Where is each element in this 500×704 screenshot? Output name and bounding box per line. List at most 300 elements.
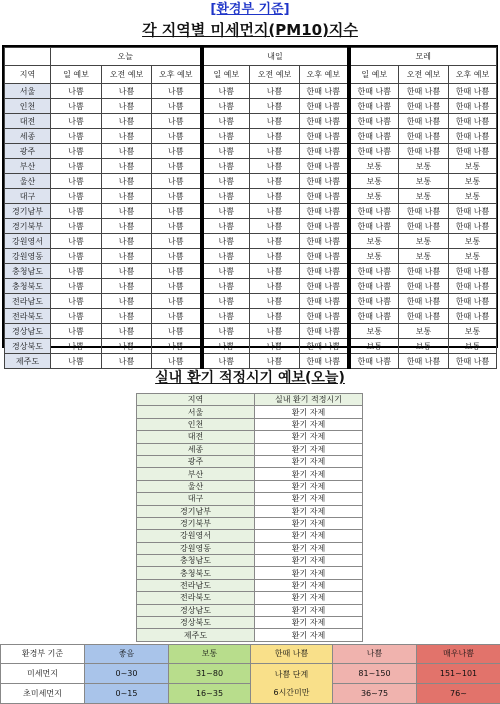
forecast-value-cell: 나쁨 [202, 174, 250, 189]
forecast-value-cell: 한때 나쁨 [300, 189, 349, 204]
ventilation-region-cell: 경상남도 [137, 604, 255, 616]
corner-cell [5, 48, 51, 66]
forecast-value-cell: 한때 나쁨 [300, 249, 349, 264]
forecast-value-cell: 한때 나쁨 [449, 84, 497, 99]
forecast-value-cell: 나쁨 [202, 234, 250, 249]
legend-level-normal: 보통 [169, 645, 251, 664]
legend-pm10-good: 0~30 [85, 664, 169, 684]
sub-header: 일 예보 [202, 66, 250, 84]
forecast-value-cell: 보통 [449, 174, 497, 189]
forecast-value-cell: 나쁨 [202, 264, 250, 279]
ventilation-title: 실내 환기 적정시기 예보(오늘) [155, 370, 345, 386]
forecast-value-cell: 한때 나쁨 [399, 204, 449, 219]
forecast-value-cell: 한때 나쁨 [300, 264, 349, 279]
forecast-value-cell: 한때 나쁨 [349, 264, 399, 279]
forecast-table [4, 47, 497, 369]
forecast-value-cell: 나쁨 [51, 339, 102, 354]
ventilation-row [137, 480, 363, 492]
forecast-value-cell: 한때 나쁨 [449, 279, 497, 294]
forecast-value-cell: 나쁨 [250, 279, 300, 294]
forecast-value-cell: 한때 나쁨 [349, 144, 399, 159]
forecast-row [5, 159, 497, 174]
forecast-value-cell: 나쁨 [250, 234, 300, 249]
forecast-region-cell: 전라북도 [5, 309, 51, 324]
forecast-value-cell: 보통 [349, 159, 399, 174]
ventilation-region-cell: 울산 [137, 480, 255, 492]
forecast-value-cell: 나쁨 [51, 114, 102, 129]
ventilation-value-cell: 환기 자제 [255, 406, 363, 418]
forecast-value-cell: 한때 나쁨 [399, 264, 449, 279]
forecast-region-cell: 세종 [5, 129, 51, 144]
ventilation-region-cell: 광주 [137, 455, 255, 467]
forecast-value-cell: 보통 [399, 249, 449, 264]
forecast-value-cell: 한때 나쁨 [300, 99, 349, 114]
ventilation-region-cell: 강원영동 [137, 542, 255, 554]
forecast-value-cell: 한때 나쁨 [449, 264, 497, 279]
ventilation-region-cell: 인천 [137, 418, 255, 430]
forecast-value-cell: 나쁨 [51, 234, 102, 249]
forecast-value-cell: 나쁨 [250, 204, 300, 219]
forecast-row [5, 339, 497, 354]
forecast-value-cell: 나쁨 [152, 129, 202, 144]
forecast-row [5, 279, 497, 294]
forecast-value-cell: 나쁨 [102, 189, 152, 204]
forecast-value-cell: 한때 나쁨 [399, 84, 449, 99]
forecast-value-cell: 나쁨 [102, 99, 152, 114]
forecast-value-cell: 한때 나쁨 [449, 144, 497, 159]
forecast-value-cell: 한때 나쁨 [399, 114, 449, 129]
ventilation-value-cell: 환기 자제 [255, 555, 363, 567]
forecast-value-cell: 나쁨 [250, 324, 300, 339]
forecast-value-cell: 한때 나쁨 [300, 129, 349, 144]
ventilation-region-cell: 경상북도 [137, 617, 255, 629]
forecast-value-cell: 한때 나쁨 [449, 204, 497, 219]
forecast-value-cell: 나쁨 [102, 204, 152, 219]
ventilation-row [137, 555, 363, 567]
forecast-value-cell: 한때 나쁨 [449, 219, 497, 234]
forecast-value-cell: 한때 나쁨 [399, 144, 449, 159]
forecast-value-cell: 나쁨 [51, 264, 102, 279]
forecast-value-cell: 보통 [449, 159, 497, 174]
forecast-value-cell: 한때 나쁨 [349, 354, 399, 369]
ventilation-region-cell: 충청남도 [137, 555, 255, 567]
forecast-value-cell: 나쁨 [102, 144, 152, 159]
ventilation-value-cell: 환기 자제 [255, 530, 363, 542]
ventilation-value-cell: 환기 자제 [255, 480, 363, 492]
ventilation-value-cell: 환기 자제 [255, 604, 363, 616]
sub-header: 오후 예보 [449, 66, 497, 84]
forecast-value-cell: 한때 나쁨 [399, 354, 449, 369]
forecast-row [5, 84, 497, 99]
forecast-value-cell: 나쁨 [51, 189, 102, 204]
legend-pm25-bad: 36~75 [333, 684, 417, 704]
forecast-value-cell: 한때 나쁨 [300, 174, 349, 189]
legend-pm10-label: 미세먼지 [1, 664, 85, 684]
forecast-value-cell: 한때 나쁨 [349, 279, 399, 294]
forecast-value-cell: 나쁨 [51, 204, 102, 219]
forecast-region-cell: 부산 [5, 159, 51, 174]
forecast-value-cell: 나쁨 [202, 189, 250, 204]
legend-note-line-2: 6시간미만 [273, 687, 310, 697]
ventilation-region-cell: 경기북부 [137, 517, 255, 529]
forecast-value-cell: 한때 나쁨 [449, 99, 497, 114]
forecast-value-cell: 나쁨 [250, 249, 300, 264]
forecast-value-cell: 나쁨 [152, 309, 202, 324]
forecast-value-cell: 나쁨 [51, 279, 102, 294]
forecast-value-cell: 나쁨 [202, 309, 250, 324]
day-header-tomorrow: 내일 [202, 48, 349, 66]
ventilation-region-cell: 세종 [137, 443, 255, 455]
ventilation-value-cell: 환기 자제 [255, 418, 363, 430]
forecast-value-cell: 나쁨 [250, 114, 300, 129]
ventilation-row [137, 468, 363, 480]
forecast-value-cell: 나쁨 [102, 159, 152, 174]
forecast-value-cell: 보통 [449, 249, 497, 264]
forecast-value-cell: 나쁨 [102, 264, 152, 279]
forecast-region-cell: 경상북도 [5, 339, 51, 354]
forecast-value-cell: 나쁨 [51, 99, 102, 114]
ventilation-row [137, 443, 363, 455]
forecast-value-cell: 보통 [449, 339, 497, 354]
forecast-value-cell: 보통 [449, 324, 497, 339]
forecast-region-cell: 경상남도 [5, 324, 51, 339]
forecast-value-cell: 나쁨 [152, 234, 202, 249]
day-header-day-after: 모레 [349, 48, 497, 66]
forecast-value-cell: 나쁨 [102, 129, 152, 144]
forecast-value-cell: 보통 [349, 324, 399, 339]
forecast-value-cell: 한때 나쁨 [349, 294, 399, 309]
forecast-value-cell: 나쁨 [202, 129, 250, 144]
legend-sometimes-bad-note [251, 664, 333, 704]
forecast-value-cell: 나쁨 [202, 84, 250, 99]
forecast-value-cell: 나쁨 [202, 294, 250, 309]
forecast-region-cell: 전라남도 [5, 294, 51, 309]
forecast-value-cell: 나쁨 [51, 354, 102, 369]
forecast-region-cell: 충청남도 [5, 264, 51, 279]
forecast-value-cell: 한때 나쁨 [300, 339, 349, 354]
forecast-value-cell: 나쁨 [202, 204, 250, 219]
forecast-region-cell: 인천 [5, 99, 51, 114]
ventilation-value-cell: 환기 자제 [255, 505, 363, 517]
forecast-value-cell: 나쁨 [152, 279, 202, 294]
forecast-value-cell: 나쁨 [202, 99, 250, 114]
forecast-value-cell: 나쁨 [102, 234, 152, 249]
forecast-value-cell: 보통 [399, 339, 449, 354]
ventilation-row [137, 629, 363, 641]
forecast-value-cell: 한때 나쁨 [449, 114, 497, 129]
forecast-value-cell: 나쁨 [102, 294, 152, 309]
legend-level-very-bad: 매우나쁨 [417, 645, 500, 664]
legend-table [0, 644, 500, 704]
ventilation-value-cell: 환기 자제 [255, 617, 363, 629]
ventilation-table [136, 393, 363, 642]
legend-pm25-good: 0~15 [85, 684, 169, 704]
forecast-value-cell: 나쁨 [102, 339, 152, 354]
forecast-value-cell: 한때 나쁨 [300, 159, 349, 174]
forecast-value-cell: 나쁨 [51, 324, 102, 339]
legend-level-sometimes-bad: 한때 나쁨 [251, 645, 333, 664]
forecast-region-cell: 서울 [5, 84, 51, 99]
forecast-value-cell: 한때 나쁨 [300, 144, 349, 159]
source-label: [환경부 기준] [210, 2, 290, 17]
forecast-value-cell: 나쁨 [250, 339, 300, 354]
forecast-value-cell: 나쁨 [152, 294, 202, 309]
forecast-value-cell: 한때 나쁨 [349, 114, 399, 129]
ventilation-region-cell: 강원영서 [137, 530, 255, 542]
forecast-value-cell: 나쁨 [202, 219, 250, 234]
forecast-row [5, 219, 497, 234]
ventilation-value-cell: 환기 자제 [255, 629, 363, 641]
ventilation-row [137, 455, 363, 467]
legend-pm25-normal: 16~35 [169, 684, 251, 704]
legend-note-line-1: 나쁨 단계 [274, 669, 309, 679]
legend-level-good: 좋음 [85, 645, 169, 664]
ventilation-row [137, 418, 363, 430]
forecast-value-cell: 나쁨 [202, 114, 250, 129]
sub-header: 일 예보 [349, 66, 399, 84]
forecast-value-cell: 한때 나쁨 [300, 114, 349, 129]
forecast-row [5, 324, 497, 339]
legend-pm25-label: 초미세먼지 [1, 684, 85, 704]
forecast-value-cell: 한때 나쁨 [399, 309, 449, 324]
forecast-value-cell: 나쁨 [202, 249, 250, 264]
forecast-value-cell: 보통 [399, 174, 449, 189]
forecast-value-cell: 나쁨 [202, 159, 250, 174]
forecast-value-cell: 한때 나쁨 [349, 84, 399, 99]
sub-header: 오후 예보 [300, 66, 349, 84]
forecast-value-cell: 한때 나쁨 [449, 294, 497, 309]
forecast-value-cell: 나쁨 [51, 294, 102, 309]
day-header-today: 오늘 [51, 48, 202, 66]
forecast-value-cell: 나쁨 [152, 144, 202, 159]
forecast-value-cell: 나쁨 [51, 159, 102, 174]
forecast-value-cell: 나쁨 [202, 324, 250, 339]
ventilation-region-cell: 전라북도 [137, 592, 255, 604]
forecast-value-cell: 보통 [399, 324, 449, 339]
forecast-value-cell: 나쁨 [250, 159, 300, 174]
ventilation-region-cell: 서울 [137, 406, 255, 418]
forecast-value-cell: 한때 나쁨 [300, 354, 349, 369]
ventilation-row [137, 604, 363, 616]
ventilation-row [137, 493, 363, 505]
forecast-value-cell: 나쁨 [102, 279, 152, 294]
legend-pm10-bad: 81~150 [333, 664, 417, 684]
ventilation-row [137, 530, 363, 542]
ventilation-region-cell: 대전 [137, 431, 255, 443]
forecast-value-cell: 나쁨 [250, 294, 300, 309]
forecast-value-cell: 한때 나쁨 [349, 204, 399, 219]
ventilation-value-cell: 환기 자제 [255, 542, 363, 554]
forecast-value-cell: 한때 나쁨 [399, 294, 449, 309]
forecast-row [5, 174, 497, 189]
ventilation-value-cell: 환기 자제 [255, 468, 363, 480]
sub-header: 오전 예보 [399, 66, 449, 84]
ventilation-value-cell: 환기 자제 [255, 431, 363, 443]
forecast-row [5, 234, 497, 249]
forecast-value-cell: 한때 나쁨 [399, 99, 449, 114]
forecast-value-cell: 나쁨 [102, 219, 152, 234]
ventilation-row [137, 567, 363, 579]
forecast-value-cell: 나쁨 [152, 174, 202, 189]
forecast-row [5, 189, 497, 204]
forecast-value-cell: 한때 나쁨 [300, 294, 349, 309]
region-header: 지역 [5, 66, 51, 84]
forecast-value-cell: 한때 나쁨 [300, 309, 349, 324]
ventilation-row [137, 431, 363, 443]
forecast-region-cell: 경기북부 [5, 219, 51, 234]
forecast-value-cell: 보통 [349, 234, 399, 249]
forecast-value-cell: 나쁨 [250, 174, 300, 189]
page-title: 각 지역별 미세먼지(PM10)지수 [142, 21, 358, 39]
forecast-region-cell: 광주 [5, 144, 51, 159]
forecast-value-cell: 나쁨 [51, 219, 102, 234]
forecast-row [5, 129, 497, 144]
ventilation-region-cell: 경기남부 [137, 505, 255, 517]
ventilation-row [137, 505, 363, 517]
forecast-value-cell: 보통 [399, 234, 449, 249]
forecast-value-cell: 보통 [399, 189, 449, 204]
forecast-row [5, 249, 497, 264]
forecast-value-cell: 나쁨 [250, 219, 300, 234]
forecast-row [5, 144, 497, 159]
forecast-region-cell: 경기남부 [5, 204, 51, 219]
forecast-value-cell: 한때 나쁨 [449, 129, 497, 144]
forecast-value-cell: 나쁨 [102, 114, 152, 129]
forecast-row [5, 99, 497, 114]
forecast-value-cell: 나쁨 [152, 324, 202, 339]
forecast-value-cell: 한때 나쁨 [399, 279, 449, 294]
forecast-region-cell: 제주도 [5, 354, 51, 369]
forecast-region-cell: 충청북도 [5, 279, 51, 294]
ventilation-region-cell: 대구 [137, 493, 255, 505]
sub-header: 오후 예보 [152, 66, 202, 84]
forecast-value-cell: 나쁨 [51, 309, 102, 324]
forecast-value-cell: 한때 나쁨 [349, 99, 399, 114]
forecast-region-cell: 강원영서 [5, 234, 51, 249]
forecast-value-cell: 나쁨 [51, 129, 102, 144]
forecast-region-cell: 울산 [5, 174, 51, 189]
ventilation-value-cell: 환기 자제 [255, 493, 363, 505]
forecast-row [5, 264, 497, 279]
forecast-value-cell: 한때 나쁨 [349, 129, 399, 144]
forecast-value-cell: 나쁨 [51, 174, 102, 189]
ventilation-region-header: 지역 [137, 394, 255, 406]
forecast-value-cell: 보통 [349, 339, 399, 354]
forecast-value-cell: 나쁨 [250, 99, 300, 114]
forecast-value-cell: 나쁨 [152, 339, 202, 354]
ventilation-region-cell: 부산 [137, 468, 255, 480]
forecast-value-cell: 나쁨 [202, 279, 250, 294]
forecast-value-cell: 나쁨 [152, 189, 202, 204]
ventilation-region-cell: 전라남도 [137, 579, 255, 591]
forecast-value-cell: 나쁨 [152, 354, 202, 369]
forecast-row [5, 309, 497, 324]
ventilation-region-cell: 제주도 [137, 629, 255, 641]
ventilation-value-cell: 환기 자제 [255, 592, 363, 604]
forecast-value-cell: 한때 나쁨 [300, 279, 349, 294]
forecast-value-cell: 나쁨 [102, 354, 152, 369]
ventilation-row [137, 617, 363, 629]
forecast-value-cell: 나쁨 [250, 354, 300, 369]
forecast-value-cell: 나쁨 [152, 249, 202, 264]
forecast-row [5, 204, 497, 219]
forecast-value-cell: 나쁨 [202, 339, 250, 354]
forecast-value-cell: 나쁨 [51, 249, 102, 264]
forecast-value-cell: 나쁨 [102, 249, 152, 264]
ventilation-value-header: 실내 환기 적정시기 [255, 394, 363, 406]
forecast-value-cell: 한때 나쁨 [300, 234, 349, 249]
forecast-value-cell: 나쁨 [102, 174, 152, 189]
forecast-value-cell: 한때 나쁨 [349, 219, 399, 234]
ventilation-row [137, 517, 363, 529]
forecast-value-cell: 한때 나쁨 [300, 84, 349, 99]
forecast-value-cell: 나쁨 [152, 219, 202, 234]
forecast-value-cell: 보통 [349, 189, 399, 204]
forecast-region-cell: 대전 [5, 114, 51, 129]
forecast-value-cell: 한때 나쁨 [449, 309, 497, 324]
forecast-value-cell: 보통 [349, 174, 399, 189]
forecast-value-cell: 나쁨 [102, 84, 152, 99]
forecast-value-cell: 나쁨 [152, 99, 202, 114]
sub-header: 일 예보 [51, 66, 102, 84]
forecast-value-cell: 한때 나쁨 [300, 219, 349, 234]
ventilation-region-cell: 충청북도 [137, 567, 255, 579]
forecast-value-cell: 한때 나쁨 [349, 309, 399, 324]
ventilation-value-cell: 환기 자제 [255, 579, 363, 591]
forecast-value-cell: 나쁨 [250, 309, 300, 324]
ventilation-row [137, 542, 363, 554]
forecast-value-cell: 보통 [449, 234, 497, 249]
forecast-value-cell: 한때 나쁨 [300, 324, 349, 339]
forecast-value-cell: 나쁨 [202, 354, 250, 369]
forecast-value-cell: 나쁨 [51, 144, 102, 159]
sub-header: 오전 예보 [102, 66, 152, 84]
forecast-value-cell: 나쁨 [152, 204, 202, 219]
forecast-value-cell: 한때 나쁨 [399, 129, 449, 144]
forecast-value-cell: 나쁨 [250, 84, 300, 99]
legend-level-bad: 나쁨 [333, 645, 417, 664]
forecast-value-cell: 나쁨 [250, 264, 300, 279]
ventilation-value-cell: 환기 자제 [255, 567, 363, 579]
ventilation-row [137, 579, 363, 591]
forecast-value-cell: 나쁨 [152, 84, 202, 99]
forecast-value-cell: 나쁨 [152, 114, 202, 129]
ventilation-value-cell: 환기 자제 [255, 455, 363, 467]
forecast-row [5, 114, 497, 129]
forecast-value-cell: 한때 나쁨 [300, 204, 349, 219]
forecast-region-cell: 강원영동 [5, 249, 51, 264]
legend-pm25-very-bad: 76~ [417, 684, 500, 704]
forecast-row [5, 294, 497, 309]
ventilation-value-cell: 환기 자제 [255, 443, 363, 455]
forecast-value-cell: 보통 [449, 189, 497, 204]
forecast-value-cell: 나쁨 [152, 159, 202, 174]
forecast-value-cell: 나쁨 [250, 144, 300, 159]
forecast-value-cell: 나쁨 [102, 309, 152, 324]
forecast-value-cell: 나쁨 [51, 84, 102, 99]
forecast-value-cell: 나쁨 [202, 144, 250, 159]
forecast-value-cell: 한때 나쁨 [449, 354, 497, 369]
legend-pm10-very-bad: 151~101 [417, 664, 500, 684]
forecast-value-cell: 나쁨 [250, 129, 300, 144]
forecast-value-cell: 보통 [399, 159, 449, 174]
forecast-value-cell: 나쁨 [250, 189, 300, 204]
ventilation-value-cell: 환기 자제 [255, 517, 363, 529]
forecast-value-cell: 보통 [349, 249, 399, 264]
legend-pm10-normal: 31~80 [169, 664, 251, 684]
ventilation-row [137, 592, 363, 604]
ventilation-row [137, 406, 363, 418]
